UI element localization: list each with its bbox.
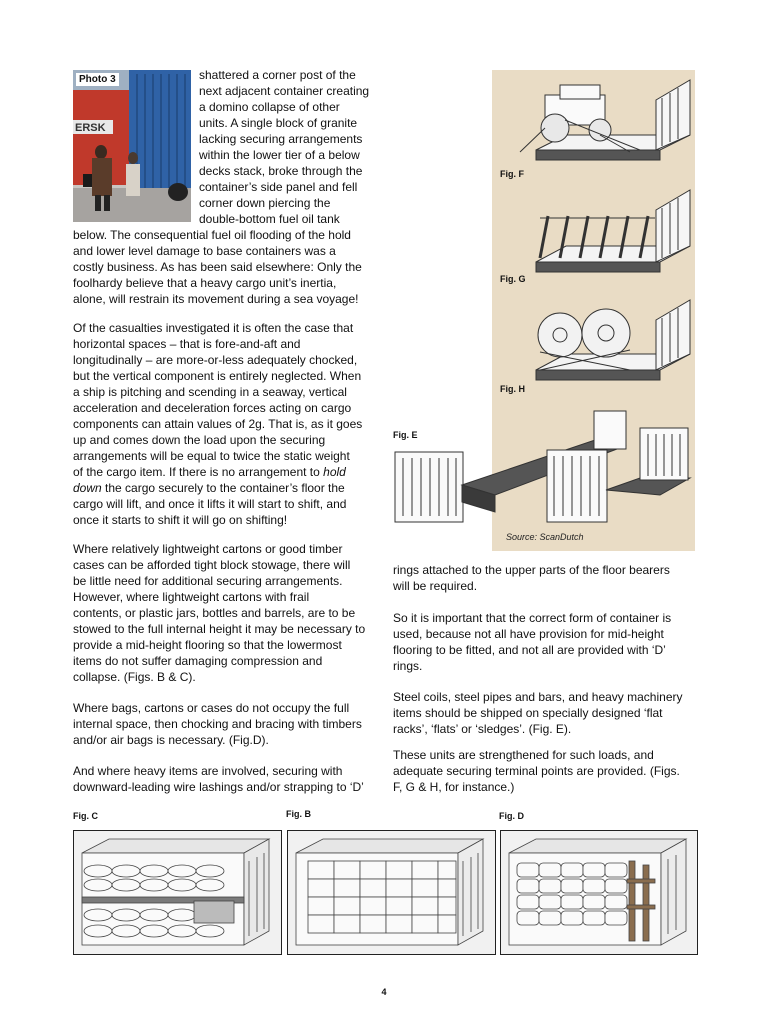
text-line: cargo will lift, and once it lifts it will start to shift, and xyxy=(73,497,347,511)
text-line: stowed to the full internal height it may be necessary to xyxy=(73,622,366,636)
text-line: Where bags, cartons or cases do not occupy the full xyxy=(73,701,350,715)
text-line: up and comes down the load upon the securing xyxy=(73,433,326,447)
text-line: foolhardy believe that a heavy cargo unit’s inertia, xyxy=(73,276,337,290)
fig-c-drawing xyxy=(74,831,281,954)
fig-h-drawing xyxy=(536,300,690,380)
text-line: horizontal spaces – that is fore-and-aft and xyxy=(73,337,301,351)
text-line: acceleration and deceleration forces acting on cargo xyxy=(73,401,352,415)
fig-c-box xyxy=(73,830,282,955)
text-italic: down xyxy=(73,481,102,495)
text-line: racks’, ‘flats’ or ‘sledges’. (Fig. E). xyxy=(393,722,572,736)
text-line: alone, will restrain its movement during a sea voyage! xyxy=(73,292,359,306)
fig-e-caption: Fig. E xyxy=(393,430,418,440)
text-line: Of the casualties investigated it is often the case that xyxy=(73,321,354,335)
page-number: 4 xyxy=(381,987,387,997)
text-line: container’s side panel and fell xyxy=(199,180,358,194)
fig-d-box xyxy=(500,830,698,955)
fig-f-caption: Fig. F xyxy=(500,169,524,179)
text-line: and/or air bags is necessary. (Fig.D). xyxy=(73,733,269,747)
source-credit: Source: ScanDutch xyxy=(506,532,584,542)
text-line: Where relatively lightweight cartons or good timber xyxy=(73,542,343,556)
text-line: used, because not all have provision for mid-height xyxy=(393,627,664,641)
text-line: double-bottom fuel oil tank xyxy=(199,212,340,226)
text-line: corner down piercing the xyxy=(199,196,331,210)
text-line: next adjacent container creating xyxy=(199,84,370,98)
text-line: flooring to be fitted, and not all are provided with ‘D’ xyxy=(393,643,666,657)
photo-sign-text: ERSK xyxy=(75,122,106,134)
text-run: of the cargo item. If there is no arrangement to xyxy=(73,465,324,479)
fig-g-drawing xyxy=(536,190,690,272)
text-line: items should be shipped on specially designed ‘flat xyxy=(393,706,663,720)
col2-para2 xyxy=(393,610,671,674)
fig-b-box xyxy=(287,830,496,955)
fig-b-drawing xyxy=(288,831,495,954)
col2-para1 xyxy=(393,562,670,594)
text-line: components can attain values of 2g. That is, as it goes xyxy=(73,417,363,431)
text-line: but the vertical component is entirely neglected. When xyxy=(73,369,362,383)
fig-h-caption: Fig. H xyxy=(500,384,525,394)
text-line: F, G & H, for instance.) xyxy=(393,780,515,794)
fig-e-drawing xyxy=(395,411,690,522)
text-line: adequate securing terminal points are provided. (Figs. xyxy=(393,764,680,778)
col2-para4 xyxy=(393,747,680,795)
text-italic: hold xyxy=(323,465,346,479)
text-line: So it is important that the correct form of container is xyxy=(393,611,672,625)
text-line: rings. xyxy=(393,659,423,673)
text-line: will be required. xyxy=(393,579,478,593)
text-line: costly business. As has been said elsewhere: Only the xyxy=(73,260,362,274)
text-line: be little need for additional securing arrangements. xyxy=(73,574,343,588)
text-line: downward-leading wire lashings and/or strapping to ‘D’ xyxy=(73,780,364,794)
text-line: And where heavy items are involved, securing with xyxy=(73,764,343,778)
col2-para3 xyxy=(393,689,683,737)
text-line: decks stack, broke through the xyxy=(199,164,363,178)
text-line: cases can be afforded tight block stowage, there will xyxy=(73,558,351,572)
text-line: a domino collapse of other xyxy=(199,100,340,114)
text-line: within the lower tier of a below xyxy=(199,148,360,162)
text-line: rings attached to the upper parts of the floor bearers xyxy=(393,563,670,577)
fig-c-caption: Fig. C xyxy=(73,811,98,821)
text-line: once it starts to shift it will go on shifting! xyxy=(73,513,288,527)
text-line: These units are strengthened for such loads, and xyxy=(393,748,654,762)
text-line: items do not suffer damaging compression and xyxy=(73,654,323,668)
text-line: collapse. (Figs. B & C). xyxy=(73,670,196,684)
text-line: units. A single block of granite xyxy=(199,116,358,130)
text-line: internal space, then chocking and bracing with timbers xyxy=(73,717,362,731)
fig-d-drawing xyxy=(501,831,697,954)
fig-g-caption: Fig. G xyxy=(500,274,526,284)
fig-f-drawing xyxy=(520,80,690,160)
text-line: arrangements will be equal to twice the static weight xyxy=(73,449,350,463)
text-line: and lower level damage to base containers was a xyxy=(73,244,336,258)
text-line: Steel coils, steel pipes and bars, and heavy machinery xyxy=(393,690,683,704)
fig-d-caption: Fig. D xyxy=(499,811,524,821)
text-line: below. The consequential fuel oil flooding of the hold xyxy=(73,228,351,242)
text-line: shattered a corner post of the xyxy=(199,68,356,82)
text-run: the cargo securely to the container’s floor the xyxy=(101,481,345,495)
text-line: lacking securing arrangements xyxy=(199,132,363,146)
text-line: longitudinally – are more-or-less adequately chocked, xyxy=(73,353,358,367)
text-line: provide a mid-height flooring so that the lowermost xyxy=(73,638,342,652)
photo-label: Photo 3 xyxy=(76,73,119,86)
text-line: contents, or plastic jars, bottles and barrels, are to be xyxy=(73,606,356,620)
text-line: a ship is pitching and scending in a seaway, vertical xyxy=(73,385,347,399)
text-line: However, where lightweight cartons with frail xyxy=(73,590,310,604)
fig-b-caption: Fig. B xyxy=(286,809,311,819)
